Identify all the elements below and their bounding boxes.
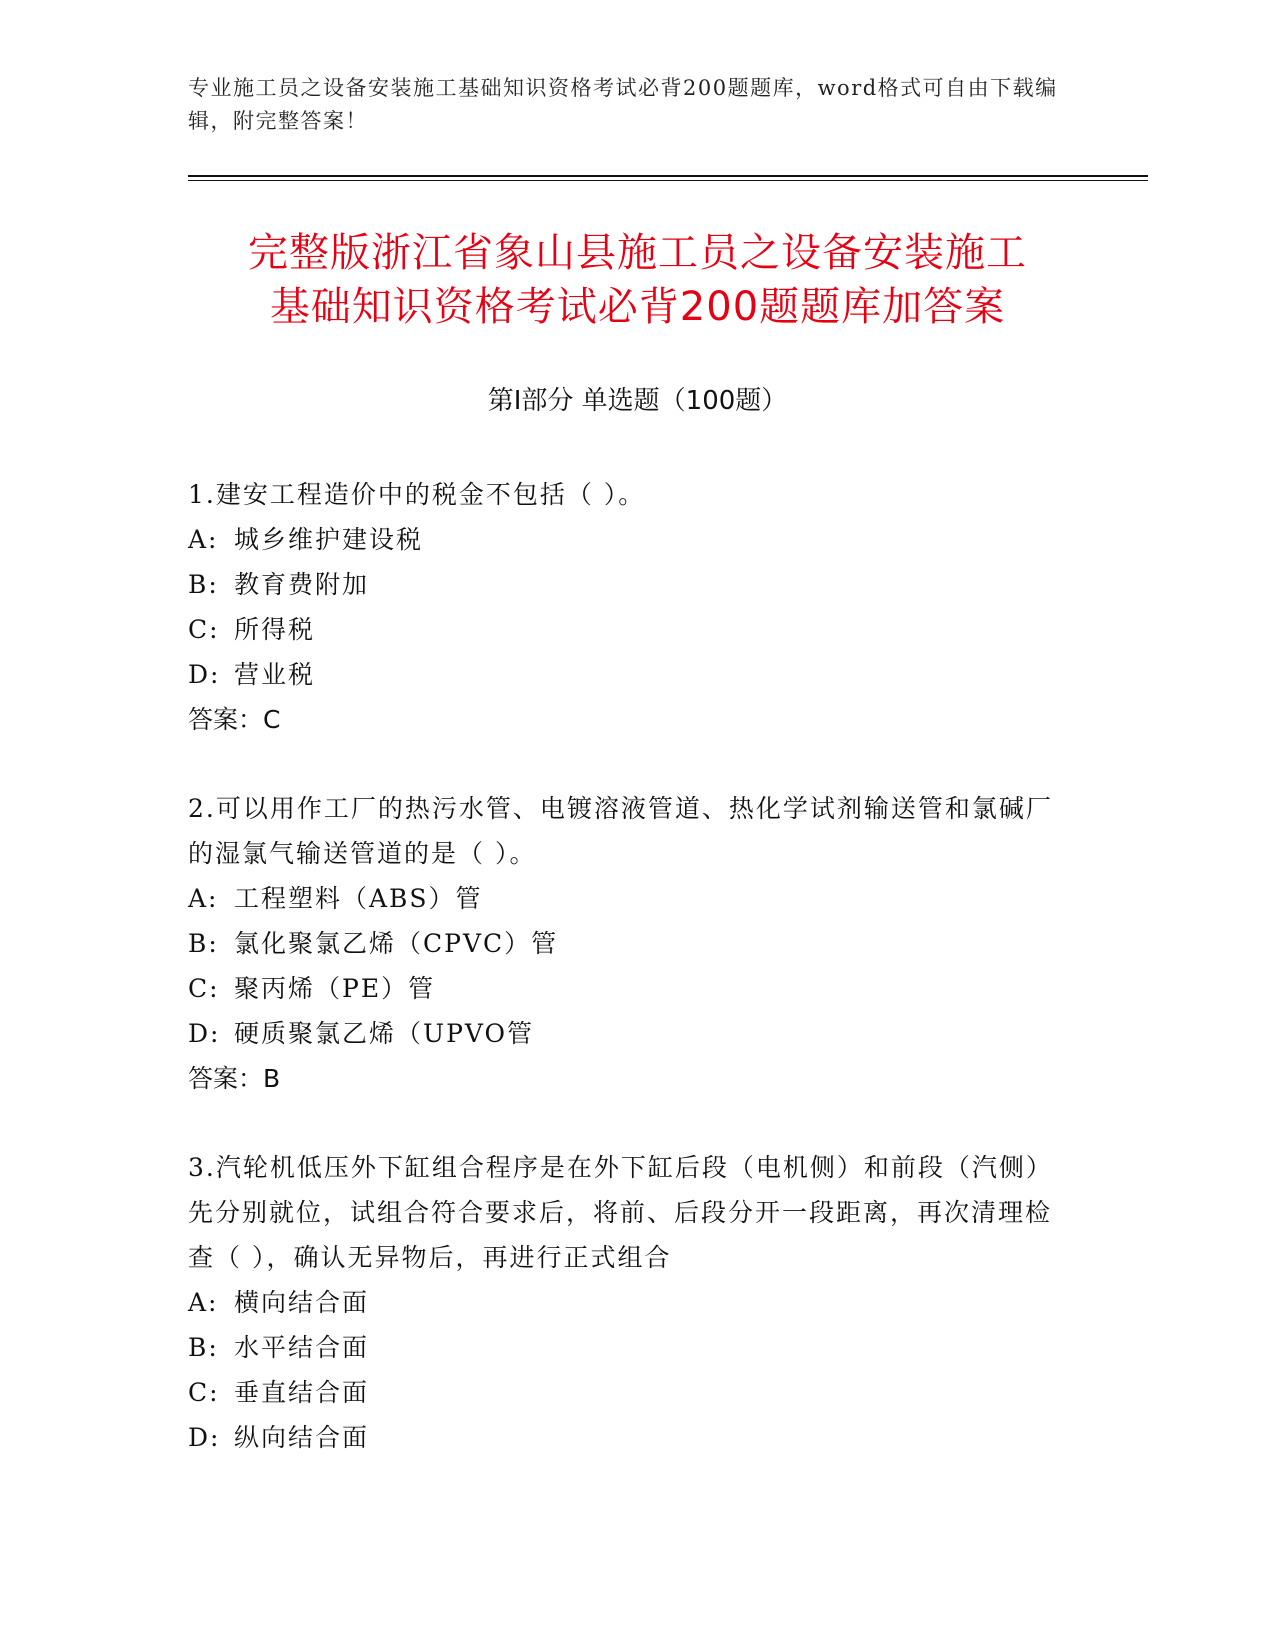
header-divider-thick	[188, 175, 1148, 177]
option-text: 氯化聚氯乙烯（CPVC）管	[234, 929, 559, 958]
option-text: 垂直结合面	[234, 1378, 370, 1407]
question-stem: 2.可以用作工厂的热污水管、电镀溶液管道、热化学试剂输送管和氯碱厂的湿氯气输送管道的是（ ）。	[188, 794, 1053, 868]
document-title	[150, 226, 1125, 334]
option-text: 工程塑料（ABS）管	[234, 884, 483, 913]
option-a	[188, 517, 1058, 562]
option-key: D:	[188, 1019, 221, 1048]
option-key: D:	[188, 660, 221, 689]
option-key: A:	[188, 525, 219, 554]
option-key: A:	[188, 884, 219, 913]
option-text: 营业税	[234, 660, 316, 689]
option-key: B:	[188, 570, 219, 599]
option-text: 聚丙烯（PE）管	[234, 974, 436, 1003]
document-title-line-2: 基础知识资格考试必背200题题库加答案	[269, 284, 1006, 330]
option-key: A:	[188, 1288, 219, 1317]
question-2	[188, 786, 1058, 1101]
option-key: C:	[188, 974, 220, 1003]
question-list	[188, 472, 1058, 1504]
option-key: C:	[188, 615, 220, 644]
question-3	[188, 1145, 1058, 1460]
option-a	[188, 876, 1058, 921]
option-b	[188, 562, 1058, 607]
option-key: B:	[188, 1333, 219, 1362]
option-key: B:	[188, 929, 219, 958]
question-1	[188, 472, 1058, 742]
header-note: 专业施工员之设备安装施工基础知识资格考试必背200题题库，word格式可自由下载编辑，附完整答案！	[188, 76, 1058, 133]
option-key: D:	[188, 1423, 221, 1452]
answer-line: 答案：B	[188, 1064, 281, 1093]
question-stem: 3.汽轮机低压外下缸组合程序是在外下缸后段（电机侧）和前段（汽侧）先分别就位，试组合符合要求后，将前、后段分开一段距离，再次清理检查（ ），确认无异物后，再进行正式组合	[188, 1153, 1053, 1272]
option-text: 城乡维护建设税	[234, 525, 424, 554]
option-b	[188, 921, 1058, 966]
option-c	[188, 1370, 1058, 1415]
header-divider-thin	[188, 180, 1148, 181]
option-b	[188, 1325, 1058, 1370]
option-text: 所得税	[234, 615, 316, 644]
section-title: 第Ⅰ部分 单选题（100题）	[487, 386, 788, 416]
option-c	[188, 966, 1058, 1011]
option-text: 教育费附加	[234, 570, 370, 599]
question-stem: 1.建安工程造价中的税金不包括（ ）。	[188, 480, 646, 509]
option-d	[188, 652, 1058, 697]
option-d	[188, 1011, 1058, 1056]
option-text: 横向结合面	[234, 1288, 370, 1317]
answer-line: 答案：C	[188, 705, 281, 734]
option-text: 硬质聚氯乙烯（UPVO管	[234, 1019, 535, 1048]
option-text: 纵向结合面	[234, 1423, 370, 1452]
document-title-line-1: 完整版浙江省象山县施工员之设备安装施工	[248, 230, 1027, 276]
option-text: 水平结合面	[234, 1333, 370, 1362]
option-d	[188, 1415, 1058, 1460]
option-key: C:	[188, 1378, 220, 1407]
option-a	[188, 1280, 1058, 1325]
option-c	[188, 607, 1058, 652]
